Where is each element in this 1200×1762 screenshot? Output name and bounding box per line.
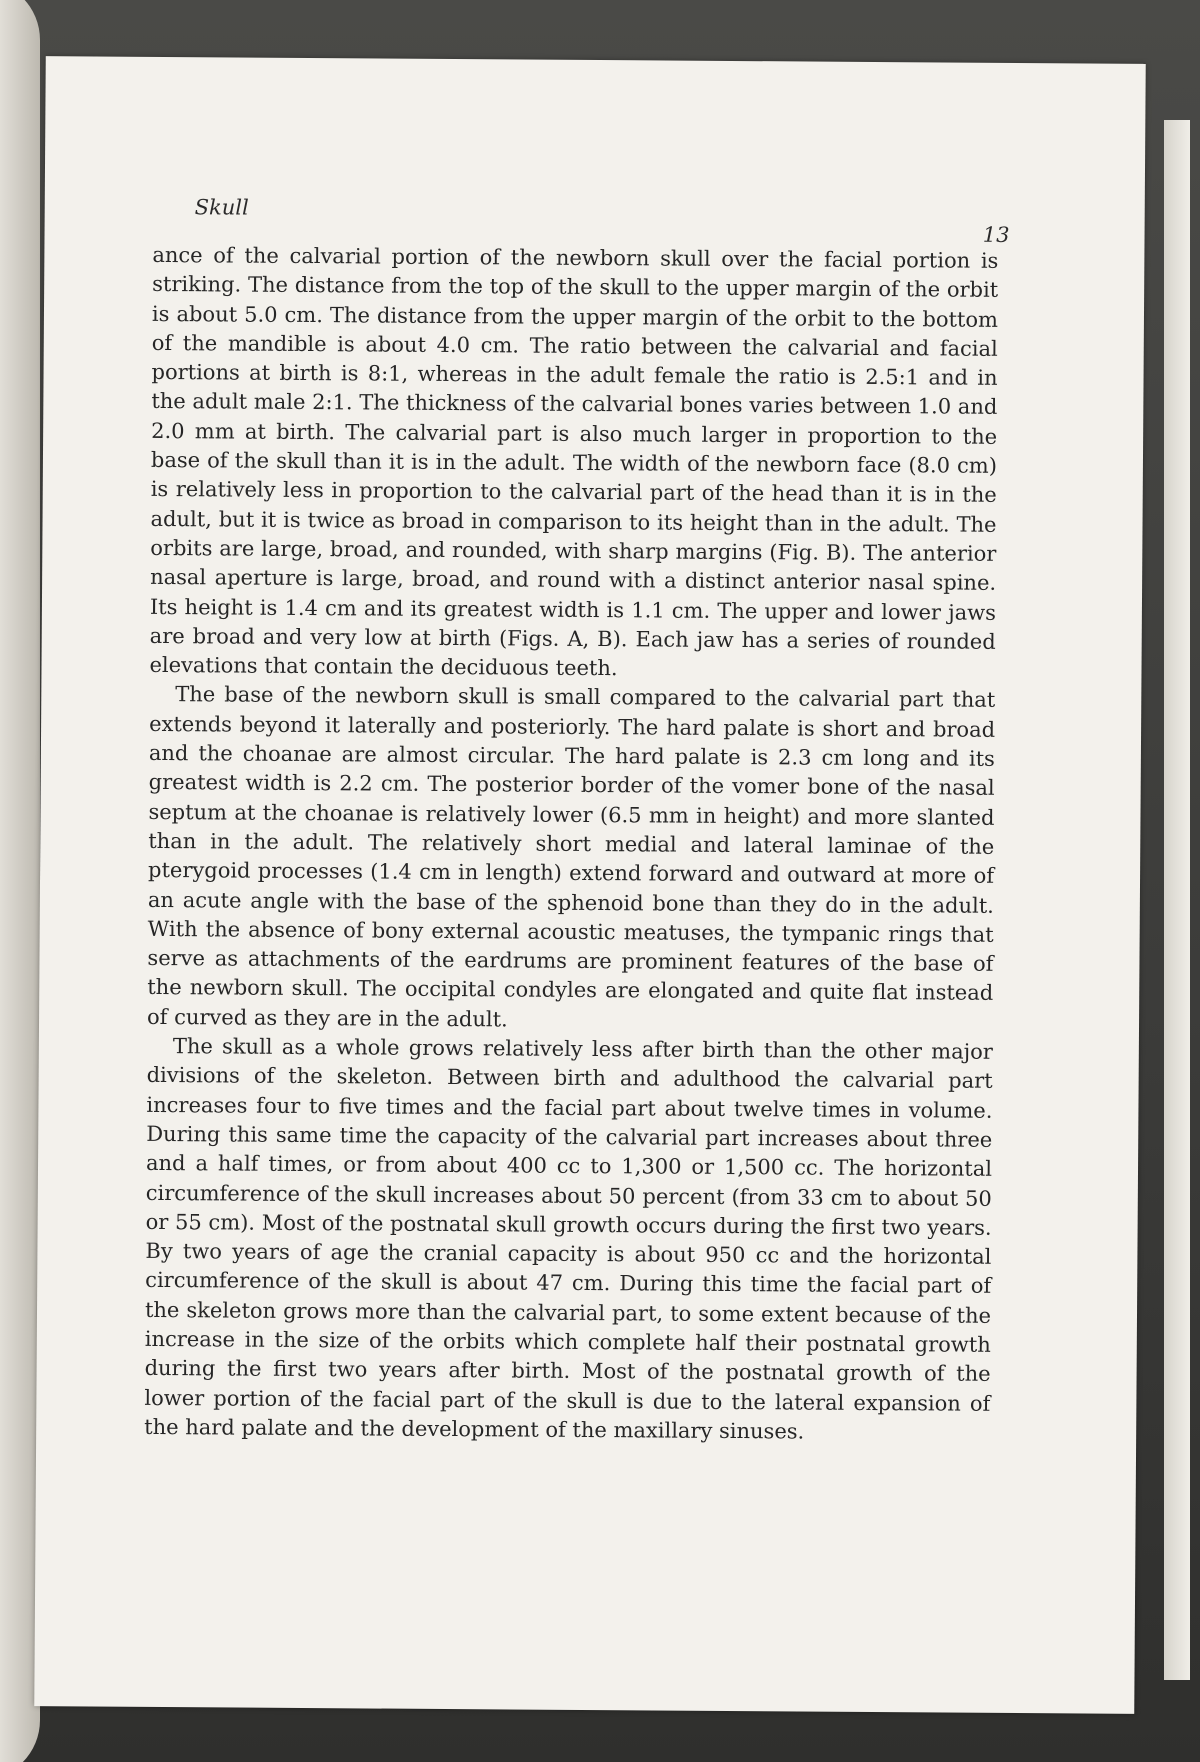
page-number: 13 <box>982 222 1010 247</box>
paragraph-1: ance of the calvarial portion of the newborn skull over the facial portion is striking. The distance from the top of the skull to the upper margin of the orbit is about 5.0 cm. The distance from the upper margin of the orbit to the bottom of the mandible is about 4.0 cm. The ratio between the calvarial and facial portions at birth is 8:1, whereas in the adult female the ratio is 2.5:1 and in the adult male 2:1. The thickness of the calvarial bones varies between 1.0 and 2.0 mm at birth. The calvarial part is also much larger in proportion to the base of the skull than it is in the adult. The width of the newborn face (8.0 cm) is relatively less in proportion to the calvarial part of the head than it is in the adult, but it is twice as broad in comparison to its height than in the adult. The orbits are large, broad, and rounded, with sharp margins (Fig. B). The anterior nasal aperture is large, broad, and round with a distinct anterior nasal spine. Its height is 1.4 cm and its greatest width is 1.1 cm. The upper and lower jaws are broad and very low at birth (Figs. A, B). Each jaw has a series of rounded elevations that contain the deciduous teeth. <box>149 242 999 681</box>
paragraph-3: The skull as a whole grows relatively less after birth than the other major divisions of the skeleton. Between birth and adulthood the calvarial part increases four to five times and the facial part about twelve times in volume. During this same time the capacity of the calvarial part increases about three and a half times, or from about 400 cc to 1,300 or 1,500 cc. The horizontal circumference of the skull increases about 50 percent (from 33 cm to about 50 or 55 cm). Most of the postnatal skull growth occurs during the first two years. By two years of age the cranial capacity is about 950 cc and the horizontal circumference of the skull is about 47 cm. During this time the facial part of the skeleton grows more than the calvarial part, to some extent because of the increase in the size of the orbits which complete half their postnatal growth during the first two years after birth. Most of the postnatal growth of the lower portion of the facial part of the skull is due to the lateral expansion of the hard palate and the development of the maxillary sinuses. <box>144 1034 993 1444</box>
paragraph-2: The base of the newborn skull is small compared to the calvarial part that extends beyond it laterally and posteriorly. The hard palate is short and broad and the choanae are almost circular. The hard palate is 2.3 cm long and its greatest width is 2.2 cm. The posterior border of the vomer bone of the nasal septum at the choanae is relatively lower (6.5 mm in height) and more slanted than in the adult. The relatively short medial and lateral laminae of the pterygoid processes (1.4 cm in length) extend forward and outward at more of an acute angle with the base of the sphenoid bone than they do in the adult. With the absence of bony external acoustic meatuses, the tympanic rings that serve as attachments of the eardrums are prominent features of the base of the newborn skull. The occipital condyles are elongated and quite flat instead of curved as they are in the adult. <box>146 682 996 1032</box>
book-page <box>34 56 1145 1714</box>
page-stack-edge <box>1164 120 1190 1680</box>
body-text <box>144 241 998 1448</box>
facing-page-edge <box>0 0 40 1762</box>
page-header <box>194 195 1010 247</box>
running-head: Skull <box>194 195 249 220</box>
